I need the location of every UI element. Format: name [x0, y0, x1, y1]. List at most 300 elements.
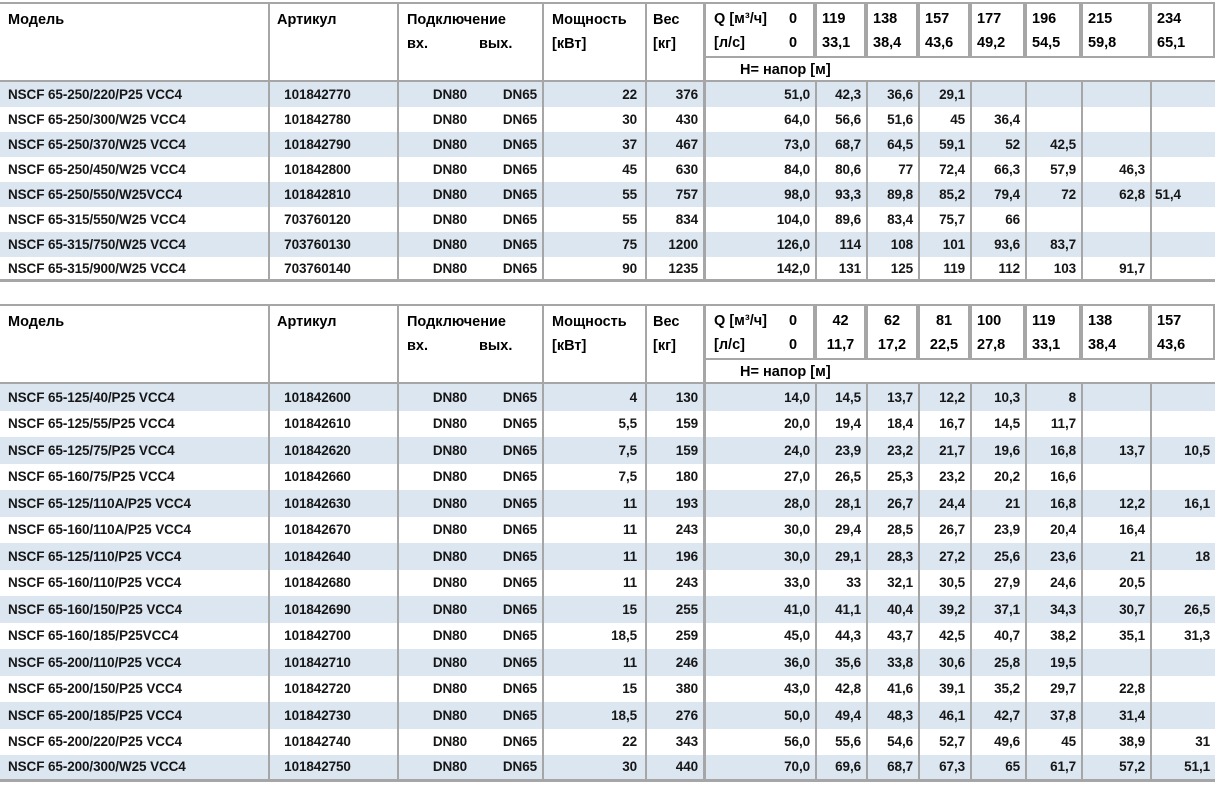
- q-flow-m3h: 100: [977, 313, 1002, 329]
- table-body: [0, 384, 1215, 782]
- pump-table-1: [0, 2, 1215, 282]
- cell-head: 12,2: [1081, 490, 1150, 517]
- pump-row: [0, 649, 1215, 676]
- cell-dn-out: DN65: [502, 112, 538, 127]
- cell-head: 26,7: [918, 517, 970, 544]
- cell-dn-out: DN65: [502, 628, 538, 644]
- pump-row: [0, 207, 1215, 232]
- cell-head: 83,4: [866, 207, 918, 232]
- cell-head: 42,7: [970, 702, 1025, 729]
- cell-dn-out: DN65: [502, 187, 538, 202]
- cell-weight: 130: [645, 384, 703, 411]
- cell-head: 66: [970, 207, 1025, 232]
- cell-weight: 180: [645, 464, 703, 491]
- col-header-article: Артикул: [268, 304, 397, 384]
- cell-head-q0: 33,0: [703, 570, 815, 597]
- cell-head: 12,2: [918, 384, 970, 411]
- cell-head-q0: 36,0: [703, 649, 815, 676]
- cell-power: 75: [542, 232, 645, 257]
- cell-head: 41,6: [866, 676, 918, 703]
- cell-head: 24,6: [1025, 570, 1081, 597]
- cell-head: [1025, 107, 1081, 132]
- cell-head: 56,6: [815, 107, 866, 132]
- cell-head: 89,6: [815, 207, 866, 232]
- cell-weight: 440: [645, 755, 703, 782]
- cell-article: 101842770: [268, 82, 397, 107]
- cell-head: 62,8: [1081, 182, 1150, 207]
- cell-head: 103: [1025, 257, 1081, 282]
- cell-weight: 159: [645, 437, 703, 464]
- cell-weight: 757: [645, 182, 703, 207]
- cell-model: NSCF 65-250/300/W25 VCC4: [8, 112, 186, 127]
- col-header-connection: [397, 304, 542, 384]
- cell-head: 25,6: [970, 543, 1025, 570]
- cell-head: 68,7: [815, 132, 866, 157]
- cell-head: 10,5: [1150, 437, 1215, 464]
- cell-head: 19,6: [970, 437, 1025, 464]
- cell-power: 22: [542, 82, 645, 107]
- cell-head: 31: [1150, 729, 1215, 756]
- cell-head: 25,3: [866, 464, 918, 491]
- pump-row: [0, 490, 1215, 517]
- cell-power: 15: [542, 676, 645, 703]
- cell-dn-in: DN80: [397, 411, 475, 438]
- cell-head: 20,2: [970, 464, 1025, 491]
- table-body: [0, 82, 1215, 282]
- cell-dn-in: DN80: [397, 232, 475, 257]
- cell-power: 30: [542, 107, 645, 132]
- cell-dn-out: DN65: [502, 162, 538, 177]
- cell-head: 51,4: [1150, 182, 1215, 207]
- cell-head: 10,3: [970, 384, 1025, 411]
- q-col-header: [866, 304, 918, 360]
- cell-power: 55: [542, 207, 645, 232]
- cell-head: 30,6: [918, 649, 970, 676]
- cell-head: 18: [1150, 543, 1215, 570]
- cell-head: 65: [970, 755, 1025, 782]
- cell-dn-in: DN80: [397, 384, 475, 411]
- cell-model: NSCF 65-250/220/P25 VCC4: [8, 87, 182, 102]
- cell-article: 101842730: [268, 702, 397, 729]
- cell-head: 43,7: [866, 623, 918, 650]
- cell-head: 14,5: [815, 384, 866, 411]
- cell-head: 35,1: [1081, 623, 1150, 650]
- cell-dn-out: DN65: [502, 416, 538, 432]
- cell-head: [1081, 107, 1150, 132]
- cell-head: 45: [1025, 729, 1081, 756]
- q-flow-m3h: 42: [832, 313, 849, 329]
- pump-row: [0, 182, 1215, 207]
- cell-article: 101842690: [268, 596, 397, 623]
- cell-head: 18,4: [866, 411, 918, 438]
- cell-dn-in: DN80: [397, 517, 475, 544]
- cell-head: 23,2: [918, 464, 970, 491]
- cell-head: 41,1: [815, 596, 866, 623]
- cell-dn-in: DN80: [397, 107, 475, 132]
- q-flow-m3h: 81: [935, 313, 953, 329]
- cell-head: [1025, 82, 1081, 107]
- cell-head: 67,3: [918, 755, 970, 782]
- cell-weight: 246: [645, 649, 703, 676]
- cell-head: 16,8: [1025, 437, 1081, 464]
- cell-weight: 1235: [645, 257, 703, 282]
- cell-model: NSCF 65-160/150/P25 VCC4: [8, 601, 182, 617]
- cell-power: 11: [542, 570, 645, 597]
- cell-head-q0: 20,0: [703, 411, 815, 438]
- cell-head: 35,6: [815, 649, 866, 676]
- cell-head: 21,7: [918, 437, 970, 464]
- cell-head-q0: 50,0: [703, 702, 815, 729]
- cell-model: NSCF 65-200/300/W25 VCC4: [0, 755, 268, 782]
- pump-row: [0, 257, 1215, 282]
- cell-article: 101842670: [268, 517, 397, 544]
- cell-article: 101842750: [268, 755, 397, 782]
- q-flow-m3h: 157: [925, 11, 950, 27]
- col-header-weight: Вес [кг]: [645, 304, 703, 384]
- cell-dn-out: DN65: [502, 734, 538, 750]
- cell-article: 101842800: [268, 157, 397, 182]
- cell-article: 101842660: [268, 464, 397, 491]
- q-flow-ls: 43,6: [1157, 337, 1186, 353]
- cell-model: NSCF 65-160/110A/P25 VCC4: [8, 522, 191, 538]
- q-flow-ls: 54,5: [1032, 35, 1061, 51]
- cell-head: 25,8: [970, 649, 1025, 676]
- cell-dn-out: DN65: [502, 575, 538, 591]
- cell-article: 101842680: [268, 570, 397, 597]
- cell-head: 8: [1025, 384, 1081, 411]
- cell-head: [1150, 384, 1215, 411]
- cell-head: 20,5: [1081, 570, 1150, 597]
- cell-weight: 343: [645, 729, 703, 756]
- pump-row: [0, 82, 1215, 107]
- cell-head-q0: 45,0: [703, 623, 815, 650]
- cell-head: 28,3: [866, 543, 918, 570]
- cell-head: 37,1: [970, 596, 1025, 623]
- cell-head: 14,5: [970, 411, 1025, 438]
- col-header-model: Модель: [0, 304, 268, 384]
- pump-row: [0, 232, 1215, 257]
- cell-dn-in: DN80: [397, 437, 475, 464]
- q-col-header: [1150, 304, 1215, 360]
- q-col-header: [918, 2, 970, 58]
- cell-head: 114: [815, 232, 866, 257]
- cell-head: [1150, 82, 1215, 107]
- pump-row: [0, 157, 1215, 182]
- cell-head: [1150, 464, 1215, 491]
- cell-head: 112: [970, 257, 1025, 282]
- cell-head-q0: 30,0: [703, 517, 815, 544]
- table-header-row: [0, 2, 1215, 58]
- cell-head-q0: 98,0: [703, 182, 815, 207]
- cell-head: 13,7: [1081, 437, 1150, 464]
- cell-power: 7,5: [542, 464, 645, 491]
- cell-head: 44,3: [815, 623, 866, 650]
- pump-row: [0, 596, 1215, 623]
- q-flow-m3h: 157: [1157, 313, 1182, 329]
- cell-article: 101842610: [268, 411, 397, 438]
- cell-power: 45: [542, 157, 645, 182]
- cell-head: 28,5: [866, 517, 918, 544]
- cell-head: [1081, 232, 1150, 257]
- cell-article: 101842630: [268, 490, 397, 517]
- cell-dn-in: DN80: [397, 490, 475, 517]
- cell-dn-in: DN80: [397, 676, 475, 703]
- cell-head: 16,7: [918, 411, 970, 438]
- q-flow-ls: 43,6: [925, 35, 954, 51]
- cell-dn-in: DN80: [397, 82, 475, 107]
- cell-head: 38,9: [1081, 729, 1150, 756]
- cell-dn-out: DN65: [502, 237, 538, 252]
- cell-article: 703760140: [268, 257, 397, 282]
- cell-head: 26,7: [866, 490, 918, 517]
- q-flow-m3h: 215: [1088, 11, 1113, 27]
- cell-head-q0: 70,0: [703, 755, 815, 782]
- cell-head: 72,4: [918, 157, 970, 182]
- q-flow-m3h: 119: [1032, 313, 1056, 329]
- cell-head: 54,6: [866, 729, 918, 756]
- cell-article: 101842780: [268, 107, 397, 132]
- cell-head: 39,2: [918, 596, 970, 623]
- q-col-header: [1081, 304, 1150, 360]
- cell-head: 38,2: [1025, 623, 1081, 650]
- cell-head: 29,4: [815, 517, 866, 544]
- cell-dn-out: DN65: [475, 257, 542, 282]
- cell-head: 21: [1081, 543, 1150, 570]
- pump-row: [0, 570, 1215, 597]
- cell-head: 33,8: [866, 649, 918, 676]
- cell-head: 30,7: [1081, 596, 1150, 623]
- cell-head: 42,3: [815, 82, 866, 107]
- q-col-header: [1081, 2, 1150, 58]
- q-flow-ls: 33,1: [1032, 337, 1061, 353]
- cell-head: 49,6: [970, 729, 1025, 756]
- cell-dn-out: DN65: [502, 522, 538, 538]
- q-flow-m3h: 138: [1088, 313, 1113, 329]
- cell-head: 68,7: [866, 755, 918, 782]
- pump-row: [0, 517, 1215, 544]
- cell-power: 11: [542, 490, 645, 517]
- col-header-flow: Q [м³/ч] 0 [л/с] 0: [703, 2, 815, 58]
- cell-head: 59,1: [918, 132, 970, 157]
- q-col-header: [815, 304, 866, 360]
- q-flow-ls: 11,7: [826, 337, 855, 353]
- cell-dn-in: DN80: [397, 649, 475, 676]
- cell-head: 79,4: [970, 182, 1025, 207]
- cell-head: 28,1: [815, 490, 866, 517]
- cell-head: 49,4: [815, 702, 866, 729]
- cell-weight: 1200: [645, 232, 703, 257]
- cell-head: 23,2: [866, 437, 918, 464]
- cell-head: 21: [970, 490, 1025, 517]
- cell-head: [1081, 384, 1150, 411]
- cell-head: 19,5: [1025, 649, 1081, 676]
- cell-article: 101842810: [268, 182, 397, 207]
- connection-label: Подключение: [407, 12, 506, 28]
- q-col-header: [1150, 2, 1215, 58]
- cell-head: 77: [866, 157, 918, 182]
- cell-power: 5,5: [542, 411, 645, 438]
- cell-head: [1081, 411, 1150, 438]
- cell-dn-out: DN65: [502, 654, 538, 670]
- cell-head-q0: 27,0: [703, 464, 815, 491]
- cell-power: 22: [542, 729, 645, 756]
- cell-power: 55: [542, 182, 645, 207]
- cell-head: 45: [918, 107, 970, 132]
- cell-head: 36,4: [970, 107, 1025, 132]
- cell-dn-out: DN65: [502, 495, 538, 511]
- cell-dn-out: DN65: [502, 389, 538, 405]
- q-flow-ls: 59,8: [1088, 35, 1117, 51]
- cell-head: 48,3: [866, 702, 918, 729]
- cell-power: 30: [542, 755, 645, 782]
- cell-head-q0: 142,0: [703, 257, 815, 282]
- cell-model: NSCF 65-125/40/P25 VCC4: [8, 389, 175, 405]
- cell-dn-in: DN80: [397, 182, 475, 207]
- cell-power: 11: [542, 649, 645, 676]
- cell-head: 119: [918, 257, 970, 282]
- cell-head: 42,8: [815, 676, 866, 703]
- cell-model: NSCF 65-250/370/W25 VCC4: [8, 137, 186, 152]
- cell-head: 23,6: [1025, 543, 1081, 570]
- cell-model: NSCF 65-125/75/P25 VCC4: [8, 442, 175, 458]
- cell-head: 83,7: [1025, 232, 1081, 257]
- cell-head: 61,7: [1025, 755, 1081, 782]
- cell-model: NSCF 65-315/900/W25 VCC4: [0, 257, 268, 282]
- cell-power: 11: [542, 517, 645, 544]
- cell-weight: 243: [645, 517, 703, 544]
- cell-head: 13,7: [866, 384, 918, 411]
- cell-head: 16,8: [1025, 490, 1081, 517]
- cell-dn-in: DN80: [397, 729, 475, 756]
- cell-dn-out: DN65: [502, 137, 538, 152]
- cell-head: 31,4: [1081, 702, 1150, 729]
- cell-head-q0: 64,0: [703, 107, 815, 132]
- cell-head: 39,1: [918, 676, 970, 703]
- cell-head: 20,4: [1025, 517, 1081, 544]
- cell-head: 57,2: [1081, 755, 1150, 782]
- cell-head: [1081, 132, 1150, 157]
- cell-weight: 193: [645, 490, 703, 517]
- cell-head: [1150, 702, 1215, 729]
- cell-head-q0: 41,0: [703, 596, 815, 623]
- col-header-power: Мощность [кВт]: [542, 2, 645, 82]
- cell-article: 703760120: [268, 207, 397, 232]
- cell-head: 125: [866, 257, 918, 282]
- cell-head: [1081, 207, 1150, 232]
- pump-row: [0, 411, 1215, 438]
- cell-power: 11: [542, 543, 645, 570]
- pump-row: [0, 676, 1215, 703]
- q-flow-ls: 38,4: [873, 35, 902, 51]
- cell-weight: 834: [645, 207, 703, 232]
- cell-head: 101: [918, 232, 970, 257]
- cell-head: 93,6: [970, 232, 1025, 257]
- cell-head: [1150, 207, 1215, 232]
- cell-head: [1081, 464, 1150, 491]
- q-flow-ls: 22,5: [929, 337, 959, 353]
- conn-in-label: вх.: [407, 338, 429, 354]
- cell-power: 90: [542, 257, 645, 282]
- cell-dn-out: DN65: [502, 548, 538, 564]
- pump-row: [0, 107, 1215, 132]
- q-flow-m3h: 138: [873, 11, 898, 27]
- cell-dn-in: DN80: [397, 157, 475, 182]
- cell-head: 29,7: [1025, 676, 1081, 703]
- q-flow-ls: 27,8: [977, 337, 1006, 353]
- q-col-header: [1025, 2, 1081, 58]
- subheader-head: H= напор [м]: [703, 360, 1215, 384]
- cell-article: 101842600: [268, 384, 397, 411]
- col-header-power: Мощность [кВт]: [542, 304, 645, 384]
- cell-head-q0: 43,0: [703, 676, 815, 703]
- conn-out-label: вых.: [479, 36, 513, 52]
- cell-dn-in: DN80: [397, 623, 475, 650]
- cell-head: 46,3: [1081, 157, 1150, 182]
- cell-head: [1150, 649, 1215, 676]
- q-col-header: [970, 2, 1025, 58]
- cell-dn-in: DN80: [397, 596, 475, 623]
- cell-dn-out: DN65: [475, 755, 542, 782]
- q-col-header: [918, 304, 970, 360]
- cell-head: 131: [815, 257, 866, 282]
- cell-power: 37: [542, 132, 645, 157]
- cell-model: NSCF 65-250/450/W25 VCC4: [8, 162, 186, 177]
- cell-head: 31,3: [1150, 623, 1215, 650]
- cell-head-q0: 30,0: [703, 543, 815, 570]
- cell-article: 101842790: [268, 132, 397, 157]
- cell-head: 80,6: [815, 157, 866, 182]
- q-col-header: [1025, 304, 1081, 360]
- cell-head: [1150, 132, 1215, 157]
- cell-weight: 376: [645, 82, 703, 107]
- cell-dn-in: DN80: [397, 207, 475, 232]
- cell-weight: 196: [645, 543, 703, 570]
- cell-head: [1150, 411, 1215, 438]
- pump-row: [0, 543, 1215, 570]
- cell-dn-in: DN80: [397, 702, 475, 729]
- cell-weight: 276: [645, 702, 703, 729]
- cell-head: 52: [970, 132, 1025, 157]
- cell-weight: 243: [645, 570, 703, 597]
- pump-row: [0, 755, 1215, 782]
- cell-model: NSCF 65-160/185/P25VCC4: [8, 628, 179, 644]
- q-flow-ls: 49,2: [977, 35, 1006, 51]
- cell-head: 24,4: [918, 490, 970, 517]
- cell-dn-in: DN80: [397, 570, 475, 597]
- cell-head: 42,5: [1025, 132, 1081, 157]
- col-header-flow: Q [м³/ч] 0 [л/с] 0: [703, 304, 815, 360]
- subheader-head: H= напор [м]: [703, 58, 1215, 82]
- pump-row: [0, 384, 1215, 411]
- cell-head-q0: 126,0: [703, 232, 815, 257]
- cell-weight: 159: [645, 411, 703, 438]
- cell-head: 16,4: [1081, 517, 1150, 544]
- pump-row: [0, 623, 1215, 650]
- q-flow-m3h: 196: [1032, 11, 1057, 27]
- cell-head: 27,9: [970, 570, 1025, 597]
- cell-head: 33: [815, 570, 866, 597]
- q-col-header: [866, 2, 918, 58]
- cell-head: 32,1: [866, 570, 918, 597]
- cell-power: 4: [542, 384, 645, 411]
- cell-head: 64,5: [866, 132, 918, 157]
- col-header-connection: [397, 2, 542, 82]
- cell-article: 703760130: [268, 232, 397, 257]
- cell-power: 15: [542, 596, 645, 623]
- cell-weight: 630: [645, 157, 703, 182]
- cell-head: 42,5: [918, 623, 970, 650]
- cell-weight: 259: [645, 623, 703, 650]
